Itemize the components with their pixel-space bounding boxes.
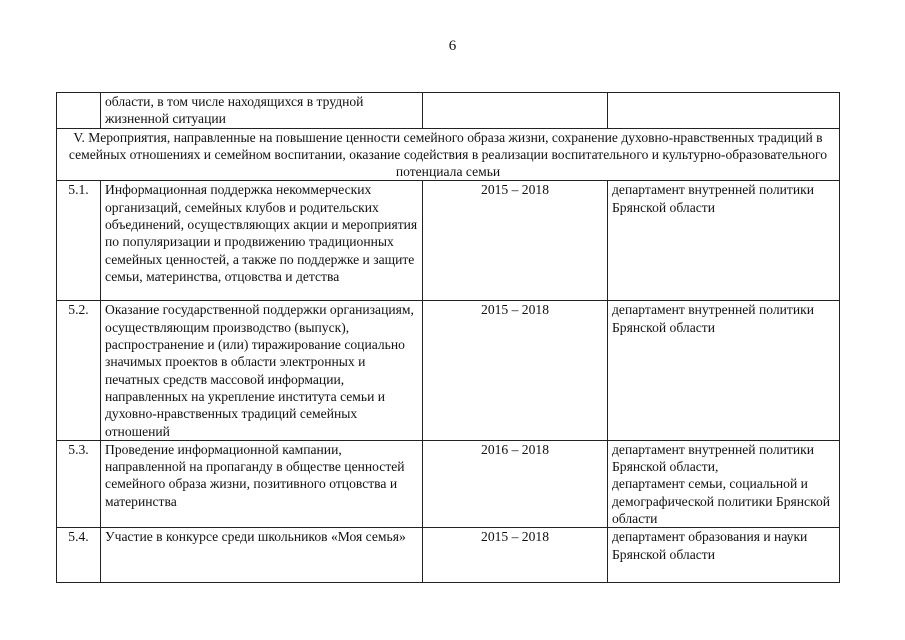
- row-description-cell: Информационная поддержка некоммерческих организаций, семейных клубов и родительских объединений, осуществляющих акции и мероприятия по популяризации и продвижению традиционных семейных ценностей, а также по поддержке и защите семьи, материнства, отцовства и детства: [101, 181, 423, 301]
- table-row: [57, 181, 840, 301]
- page-number: 6: [448, 38, 457, 54]
- executor-line: департамент внутренней политики Брянской области: [612, 182, 814, 215]
- row-description-cell: Проведение информационной кампании, направленной на пропаганду в обществе ценностей семейного образа жизни, позитивного отцовства и материнства: [101, 440, 423, 527]
- row-executor-cell: [608, 93, 840, 129]
- table-row: [57, 528, 840, 583]
- section-title: V. Мероприятия, направленные на повышение ценности семейного образа жизни, сохранение духовно-нравственных традиций в семейных отношениях и семейном воспитании, оказание содействия в реализации воспитательного и культурно-образовательного потенциала семьи: [57, 128, 840, 181]
- row-number-cell: 5.2.: [57, 301, 101, 440]
- executor-line: департамент внутренней политики Брянской области: [612, 302, 814, 335]
- activities-table: [56, 92, 840, 583]
- executor-line: департамент семьи, социальной и демографической политики Брянской области: [612, 476, 831, 527]
- row-executor-cell: [608, 440, 840, 527]
- table-row: [57, 440, 840, 527]
- row-period-cell: 2015 – 2018: [423, 301, 608, 440]
- row-period-cell: 2016 – 2018: [423, 440, 608, 527]
- row-period-cell: 2015 – 2018: [423, 181, 608, 301]
- row-number-cell: [57, 93, 101, 129]
- row-number-cell: 5.4.: [57, 528, 101, 583]
- table-row: [57, 301, 840, 440]
- row-period-cell: 2015 – 2018: [423, 528, 608, 583]
- row-description-cell: Оказание государственной поддержки организациям, осуществляющим производство (выпуск), распространение и (или) тиражирование социально значимых проектов в области электронных и печатных средств массовой информации, направленных на укрепление института семьи и духовно-нравственных традиций семейных отношений: [101, 301, 423, 440]
- row-executor-cell: [608, 181, 840, 301]
- table-row-continuation: [57, 93, 840, 129]
- row-description-cell: Участие в конкурсе среди школьников «Моя семья»: [101, 528, 423, 583]
- executor-line: департамент образования и науки Брянской области: [612, 529, 808, 562]
- row-number-cell: 5.3.: [57, 440, 101, 527]
- executor-line: департамент внутренней политики Брянской области,: [612, 441, 814, 475]
- row-executor-cell: [608, 528, 840, 583]
- row-number-cell: 5.1.: [57, 181, 101, 301]
- section-header-row: [57, 128, 840, 181]
- row-executor-cell: [608, 301, 840, 440]
- row-description-cell: области, в том числе находящихся в трудной жизненной ситуации: [101, 93, 423, 129]
- row-period-cell: [423, 93, 608, 129]
